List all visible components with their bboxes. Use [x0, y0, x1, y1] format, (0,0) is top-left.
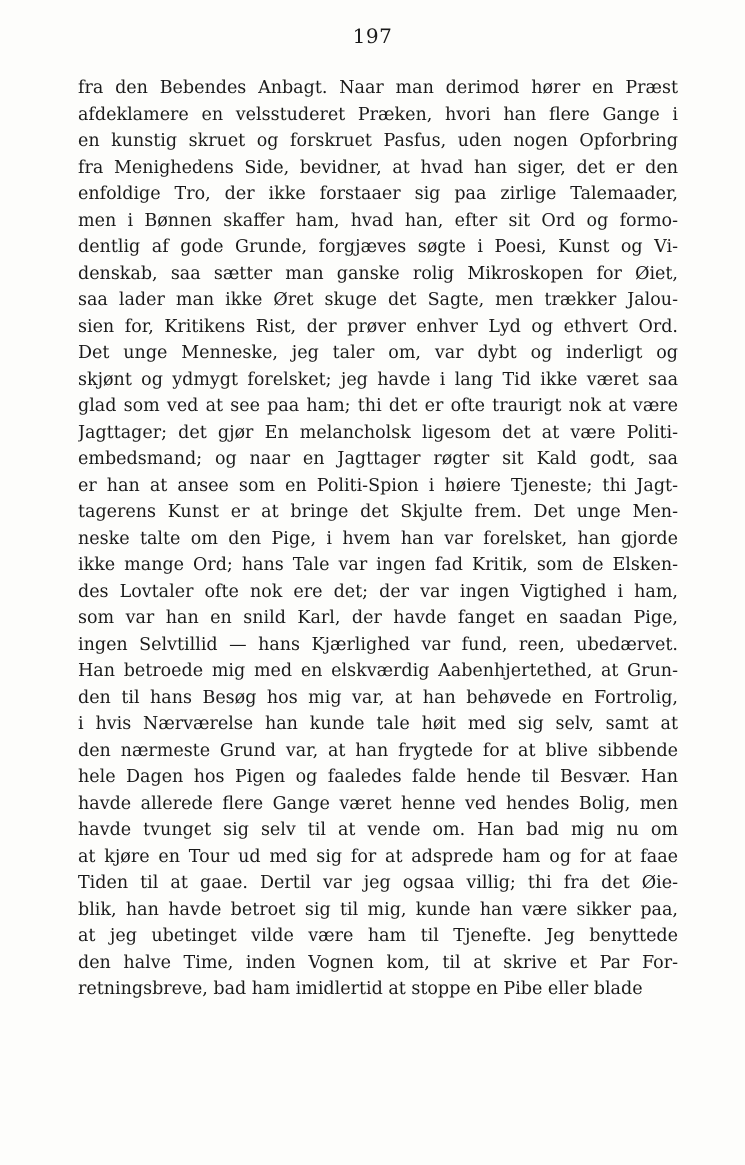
text-line: Han betroede mig med en elskværdig Aabenhjertethed, at Grun-	[78, 661, 678, 681]
text-line: enfoldige Tro, der ikke forstaaer sig paa zirlige Talemaader,	[78, 184, 678, 204]
text-line: som var han en snild Karl, der havde fanget en saadan Pige,	[78, 608, 678, 628]
text-line: skjønt og ydmygt forelsket; jeg havde i lang Tid ikke været saa	[78, 369, 678, 390]
text-line: afdeklamere en velsstuderet Præken, hvori han flere Gange i	[78, 104, 678, 125]
text-line: Det unge Menneske, jeg taler om, var dybt og inderligt og	[78, 343, 678, 363]
body-text	[78, 75, 678, 1003]
text-line: dentlig af gode Grunde, forgjæves søgte i Poesi, Kunst og Vi-	[78, 237, 678, 257]
text-line: fra den Bebendes Anbagt. Naar man derimod hører en Præst	[78, 78, 678, 98]
text-line: tagerens Kunst er at bringe det Skjulte frem. Det unge Men-	[78, 502, 678, 522]
text-line: hele Dagen hos Pigen og faaledes falde hende til Besvær. Han	[78, 767, 678, 787]
text-line: den nærmeste Grund var, at han frygtede for at blive sibbende	[78, 740, 678, 761]
text-line: embedsmand; og naar en Jagttager røgter sit Kald godt, saa	[78, 449, 678, 469]
text-line: at jeg ubetinget vilde være ham til Tjenefte. Jeg benyttede	[78, 926, 678, 946]
text-line: den til hans Besøg hos mig var, at han behøvede en Fortrolig,	[78, 687, 678, 708]
text-line: er han at ansee som en Politi-Spion i høiere Tjeneste; thi Jagt-	[78, 475, 678, 496]
text-line: blik, han havde betroet sig til mig, kunde han være sikker paa,	[78, 899, 678, 920]
text-line: havde allerede flere Gange været henne ved hendes Bolig, men	[78, 793, 678, 814]
page-number: 197	[352, 24, 393, 48]
text-line: havde tvunget sig selv til at vende om. Han bad mig nu om	[78, 820, 678, 840]
text-line: sien for, Kritikens Rist, der prøver enhver Lyd og ethvert Ord.	[78, 316, 678, 337]
text-line: glad som ved at see paa ham; thi det er ofte traurigt nok at være	[78, 396, 678, 416]
text-line: en kunstig skruet og forskruet Pasfus, uden nogen Opforbring	[78, 131, 678, 151]
text-line: ingen Selvtillid — hans Kjærlighed var fund, reen, ubedærvet.	[78, 634, 678, 655]
text-line: Jagttager; det gjør En melancholsk ligesom det at være Politi-	[78, 422, 678, 443]
text-line: Tiden til at gaae. Dertil var jeg ogsaa villig; thi fra det Øie-	[78, 873, 678, 893]
text-line: saa lader man ikke Øret skuge det Sagte, men trækker Jalou-	[78, 290, 678, 310]
text-line: men i Bønnen skaffer ham, hvad han, efter sit Ord og formo-	[78, 210, 678, 231]
text-line: i hvis Nærværelse han kunde tale høit med sig selv, samt at	[78, 714, 678, 734]
text-line: at kjøre en Tour ud med sig for at adsprede ham og for at faae	[78, 846, 678, 867]
text-line: fra Menighedens Side, bevidner, at hvad han siger, det er den	[78, 157, 678, 178]
text-line: des Lovtaler ofte nok ere det; der var ingen Vigtighed i ham,	[78, 581, 678, 602]
text-line: retningsbreve, bad ham imidlertid at stoppe en Pibe eller blade	[78, 979, 643, 999]
text-line: neske talte om den Pige, i hvem han var forelsket, han gjorde	[78, 528, 678, 549]
text-line: ikke mange Ord; hans Tale var ingen fad Kritik, som de Elsken-	[78, 555, 678, 575]
text-line: denskab, saa sætter man ganske rolig Mikroskopen for Øiet,	[78, 263, 678, 284]
text-line: den halve Time, inden Vognen kom, til at skrive et Par For-	[78, 952, 678, 973]
